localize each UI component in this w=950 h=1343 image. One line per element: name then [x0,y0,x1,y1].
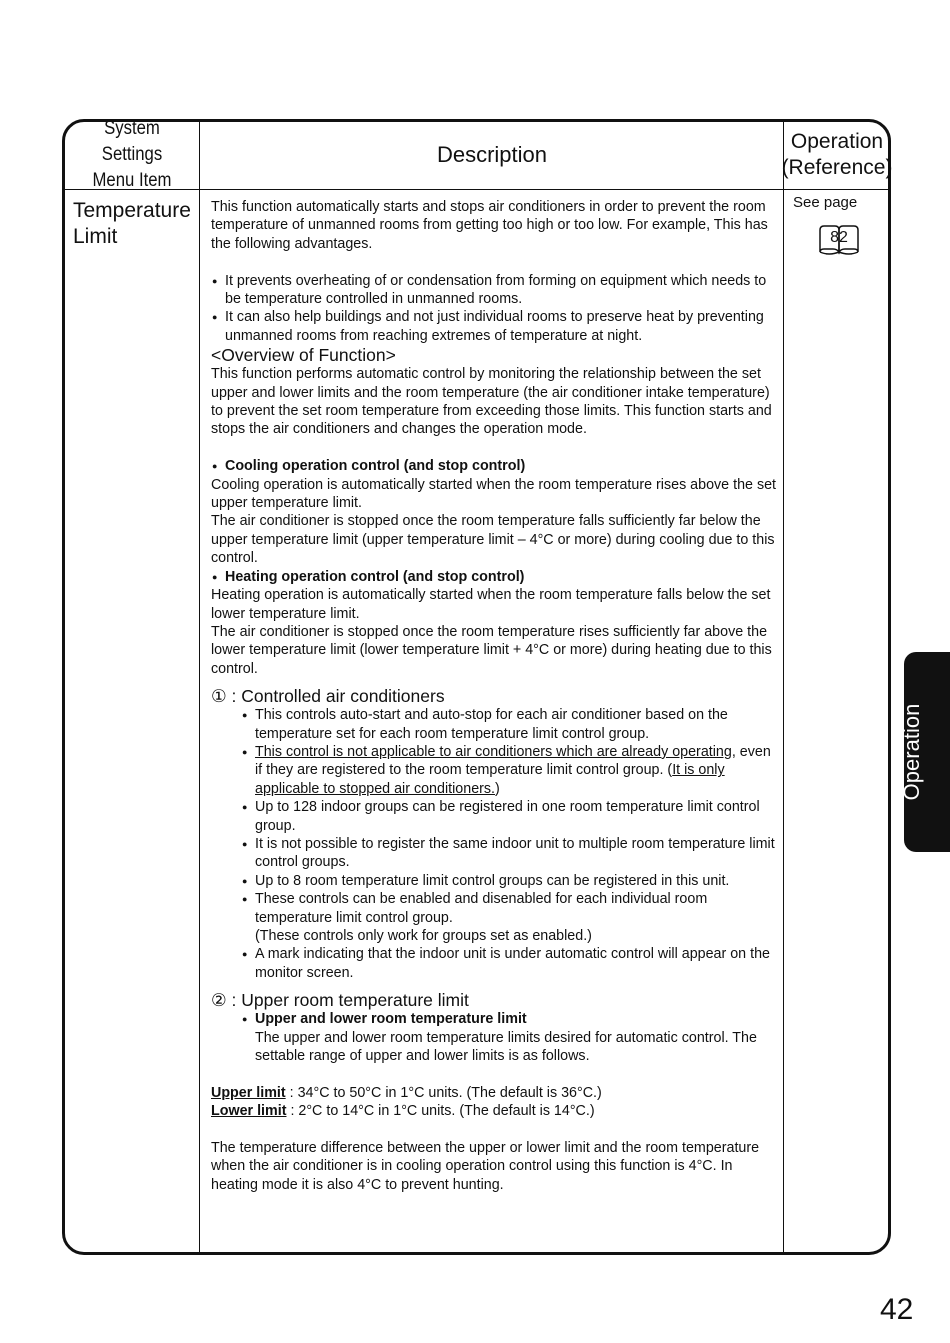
cooling-text-2: The air conditioner is stopped once the room temperature falls sufficiently far below the upper temperature limit (upper temperature limit – 4°C or more) during cooling due to this control. [211,513,775,567]
section-1-note: (These controls only work for groups set as enabled.) [255,928,592,944]
settings-table [62,119,891,1255]
header-menu-item [73,118,191,191]
underlined-note: It is only applicable to stopped air conditioners. [255,762,725,797]
header-description [201,122,783,188]
upper-limit-row [211,1084,777,1102]
section-1-bullet: ● This controls auto-start and auto-stop for each air conditioner based on the temperature set for each room temperature limit control group. [211,706,777,743]
description-body [211,198,777,1194]
heating-text-2: The air conditioner is stopped once the room temperature rises sufficiently far above the lower temperature limit (lower temperature limit + 4°C or more) during heating due to this control. [211,623,772,677]
menu-item-line2: Limit [73,225,118,248]
overview-heading: <Overview of Function> [211,345,396,366]
section-1-bullet: ● A mark indicating that the indoor unit is under automatic control will appear on the monitor screen. [211,945,777,982]
upper-limit-value: : 34°C to 50°C in 1°C units. (The default is 36°C.) [285,1084,602,1101]
header-menu-item-line2: Menu Item [92,170,172,191]
header-operation [781,122,893,188]
section-1-bullet: ● Up to 8 room temperature limit control groups can be registered in this unit. [211,872,777,890]
cooling-heading: ● Cooling operation control (and stop control) [211,457,777,475]
lower-limit-row [211,1102,777,1120]
cooling-text-1: Cooling operation is automatically started when the room temperature rises above the set upper temperature limit. [211,476,777,512]
section-1-heading: ① : Controlled air conditioners [211,686,445,707]
section-1-bullet: ● It is not possible to register the same indoor unit to multiple room temperature limit control groups. [211,835,777,872]
heating-text-1: Heating operation is automatically started when the room temperature falls below the set lower temperature limit. [211,587,771,622]
header-divider [65,189,888,190]
side-tab-text: Operation [899,703,924,801]
header-menu-item-line1: System Settings [101,118,163,165]
header-description-label: Description [436,142,548,167]
advantage-bullet: ● It can also help buildings and not just individual rooms to preserve heat by preventing unmanned rooms from reaching extremes of temperature at night. [211,308,777,345]
overview-text: This function performs automatic control by monitoring the relationship between the set upper and lower limits and the room temperature (the air conditioner intake temperature) to prevent the set room temperature from exceeding those limits. This function starts and stops the air conditioners and changes the operation mode. [211,366,772,438]
menu-item-name [73,198,191,250]
heating-heading: ● Heating operation control (and stop control) [211,568,777,586]
section-1-bullet: ● Up to 128 indoor groups can be registered in one room temperature limit control group. [211,798,777,835]
page-number: 42 [880,1293,914,1326]
section-2-text: The upper and lower room temperature limits desired for automatic control. The settable range of upper and lower limits is as follows. [255,1029,757,1065]
bullet-text: , even if they are registered to the room temperature limit control group. ( [255,743,771,779]
bullet-text: ) [495,780,500,797]
upper-limit-label: Upper limit [211,1084,286,1101]
section-2-heading: ② : Upper room temperature limit [211,990,469,1011]
header-operation-line2: (Reference) [781,156,893,179]
section-2-bullet-heading: ● Upper and lower room temperature limit [211,1010,777,1028]
column-divider [199,122,200,1252]
section-1-bullet: ● These controls can be enabled and disenabled for each individual room temperature limit control group. [211,890,777,927]
see-page-label: See page [793,194,858,211]
intro-text: This function automatically starts and stops air conditioners in order to prevent the room temperature of unmanned rooms from getting too high or too low. For example, This has the following advantages. [211,199,768,252]
column-divider [783,122,784,1252]
section-1-bullet [211,743,777,798]
advantage-bullet: ● It prevents overheating of or condensation from forming on equipment which needs to be temperature controlled in unmanned rooms. [211,272,777,309]
lower-limit-value: : 2°C to 14°C in 1°C units. (The default is 14°C.) [286,1103,595,1120]
menu-item-line1: Temperature [73,199,191,222]
book-icon[interactable] [817,222,861,263]
final-text: The temperature difference between the upper or lower limit and the room temperature when the air conditioner is in cooling operation control using this function is 4°C. In heating mode it is also 4°C to prevent hunting. [211,1140,760,1193]
header-operation-line1: Operation [790,130,884,153]
underlined-note: This control is not applicable to air conditioners which are already operating [255,743,732,760]
reference-page-number: 82 [830,229,848,246]
lower-limit-label: Lower limit [211,1103,287,1120]
